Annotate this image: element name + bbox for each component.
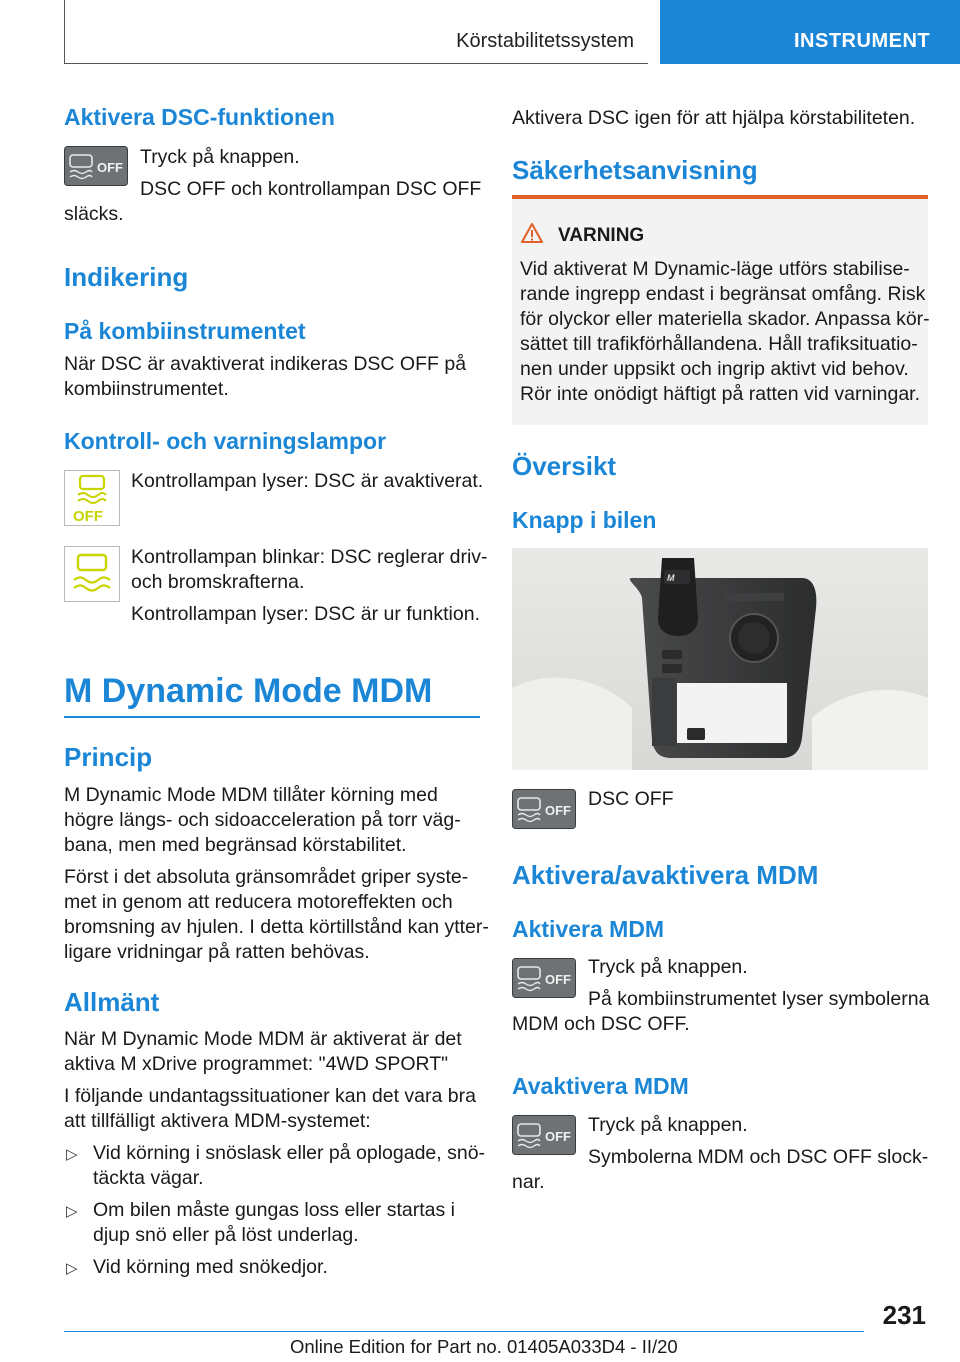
svg-text:OFF: OFF	[545, 972, 571, 987]
dsc-off-label: DSC OFF	[588, 788, 674, 810]
lamp-2-text-3: Kontrollampan lyser: DSC är ur funktion.	[131, 603, 480, 625]
list-item: Om bilen måste gungas loss eller startas i	[93, 1199, 455, 1221]
warning-triangle-icon	[520, 222, 544, 244]
activate-mdm-result: På kombiinstrumentet lyser symbolerna	[588, 988, 930, 1010]
activate-mdm-result-cont: MDM och DSC OFF.	[512, 1013, 690, 1035]
general-text-2: aktiva M xDrive programmet: "4WD SPORT"	[64, 1053, 449, 1075]
heading-button-car: Knapp i bilen	[512, 507, 657, 533]
principle-text-2: högre längs- och sidoacceleration på torr väg-	[64, 809, 461, 831]
lamp-2-text-2: och bromskrafterna.	[131, 571, 305, 593]
svg-text:OFF: OFF	[545, 1129, 571, 1144]
heading-safety: Säkerhetsanvisning	[512, 155, 758, 185]
list-item-cont: djup snö eller på löst underlag.	[93, 1224, 359, 1246]
dsc-off-button-icon	[512, 1115, 576, 1155]
list-item-cont: täckta vägar.	[93, 1167, 204, 1189]
activate-dsc-result-cont: släcks.	[64, 203, 124, 225]
heading-overview: Översikt	[512, 451, 617, 481]
svg-text:M: M	[667, 573, 675, 583]
svg-text:OFF: OFF	[73, 508, 103, 525]
heading-activate-mdm: Aktivera MDM	[512, 916, 665, 942]
section-title: Körstabilitetssystem	[456, 30, 634, 52]
dsc-off-button-icon	[512, 958, 576, 998]
bullet-marker: ▷	[66, 1260, 78, 1277]
dsc-active-lamp-icon	[64, 546, 120, 602]
cluster-text-2: kombiinstrumentet.	[64, 378, 229, 400]
activate-dsc-step: Tryck på knappen.	[140, 146, 300, 168]
page-number: 231	[882, 1300, 926, 1330]
warning-line-3: för olyckor eller materiella skador. Anpassa kör-	[520, 308, 930, 330]
heading-deactivate-mdm: Avaktivera MDM	[512, 1073, 689, 1099]
heading-activate-dsc: Aktivera DSC-funktionen	[64, 104, 335, 130]
bullet-marker: ▷	[66, 1146, 78, 1163]
activate-dsc-result: DSC OFF och kontrollampan DSC OFF	[140, 178, 482, 200]
deactivate-mdm-result-cont: nar.	[512, 1171, 545, 1193]
list-item: Vid körning i snöslask eller på oplogade, snö-	[93, 1142, 486, 1164]
tab-instrument[interactable]: INSTRUMENT	[660, 0, 960, 64]
principle-text-1: M Dynamic Mode MDM tillåter körning med	[64, 784, 438, 806]
warning-line-1: Vid aktiverat M Dynamic-läge utförs stabilise-	[520, 258, 910, 280]
footer-rule	[64, 1331, 864, 1332]
reactivate-text: Aktivera DSC igen för att hjälpa körstabiliteten.	[512, 107, 916, 129]
principle-text-6: bromsning av hjulen. I detta körtillstånd kan ytter-	[64, 916, 489, 938]
principle-text-7: ligare vridningar på ratten behövas.	[64, 941, 370, 963]
warning-line-5: nen under uppsikt och ingrip aktivt vid behov.	[520, 358, 909, 380]
dsc-off-lamp-icon	[64, 470, 120, 526]
svg-text:OFF: OFF	[97, 160, 123, 175]
warning-line-6: Rör inte onödigt häftigt på ratten vid varningar.	[520, 383, 920, 405]
lamp-2-text-1: Kontrollampan blinkar: DSC reglerar driv-	[131, 546, 488, 568]
dsc-off-button-icon	[64, 146, 128, 186]
general-text-4: att tillfälligt aktivera MDM-systemet:	[64, 1110, 371, 1132]
general-text-1: När M Dynamic Mode MDM är aktiverat är det	[64, 1028, 462, 1050]
heading-general: Allmänt	[64, 987, 160, 1017]
heading-indication: Indikering	[64, 262, 189, 292]
heading-mdm: M Dynamic Mode MDM	[64, 672, 433, 710]
principle-text-3: bana, men med begränsad körstabilitet.	[64, 834, 407, 856]
warning-line-4: sättet till trafikförhållandena. Håll trafiksituatio-	[520, 333, 918, 355]
principle-text-5: met in genom att reducera motoreffekten och	[64, 891, 453, 913]
center-console-photo	[512, 548, 928, 770]
warning-line-2: rande ingrepp endast i begränsat omfång. Risk	[520, 283, 926, 305]
heading-act-deact-mdm: Aktivera/avaktivera MDM	[512, 860, 819, 890]
activate-mdm-step: Tryck på knappen.	[588, 956, 748, 978]
list-item: Vid körning med snökedjor.	[93, 1256, 328, 1278]
cluster-text-1: När DSC är avaktiverat indikeras DSC OFF på	[64, 353, 467, 375]
warning-label: VARNING	[558, 225, 645, 246]
heading-lamps: Kontroll- och varningslampor	[64, 428, 387, 454]
deactivate-mdm-step: Tryck på knappen.	[588, 1114, 748, 1136]
principle-text-4: Först i det absoluta gränsområdet griper syste-	[64, 866, 469, 888]
bullet-marker: ▷	[66, 1203, 78, 1220]
general-text-3: I följande undantagssituationer kan det vara bra	[64, 1085, 476, 1107]
dsc-off-button-icon	[512, 789, 576, 829]
deactivate-mdm-result: Symbolerna MDM och DSC OFF slock-	[588, 1146, 929, 1168]
lamp-1-text: Kontrollampan lyser: DSC är avaktiverat.	[131, 470, 484, 492]
heading-mdm-rule	[64, 716, 480, 718]
heading-cluster: På kombiinstrumentet	[64, 318, 306, 344]
svg-text:OFF: OFF	[545, 803, 571, 818]
footer-edition: Online Edition for Part no. 01405A033D4 - II/20	[290, 1336, 678, 1357]
heading-principle: Princip	[64, 742, 153, 772]
